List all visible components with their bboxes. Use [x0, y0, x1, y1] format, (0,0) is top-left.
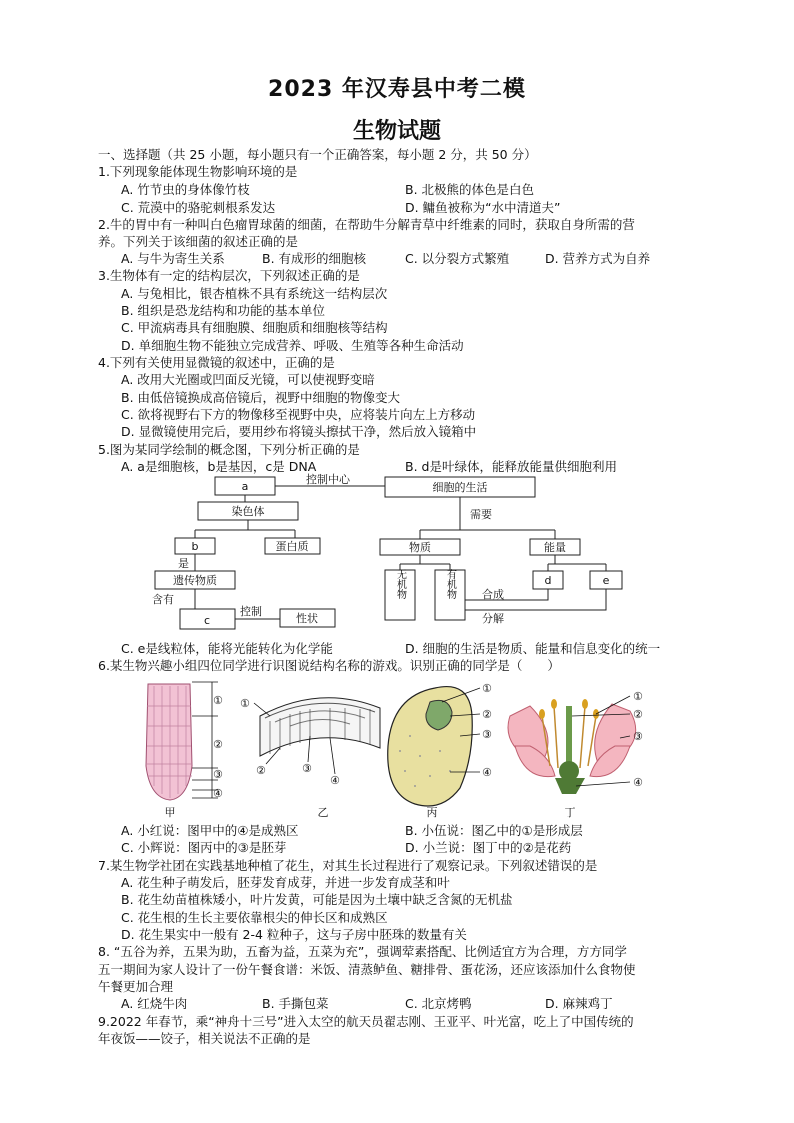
- q1-option-d: D. 鳙鱼被称为“水中清道夫”: [405, 200, 561, 215]
- cm-b: b: [191, 540, 199, 553]
- section-heading: 一、选择题（共 25 小题，每小题只有一个正确答案，每小题 2 分，共 50 分）: [98, 147, 537, 162]
- q8-option-c: C. 北京烤鸭: [405, 996, 472, 1011]
- figure-bing-label: 丙: [426, 806, 438, 819]
- jia-num-1: ①: [213, 694, 223, 707]
- cm-is: 是: [178, 557, 189, 570]
- cm-contains: 含有: [152, 593, 174, 606]
- q5-option-b: B. d是叶绿体，能释放能量供细胞利用: [405, 459, 617, 474]
- question-9-stem-2: 年夜饭——饺子，相关说法不正确的是: [98, 1031, 311, 1046]
- q4-option-b: B. 由低倍镜换成高倍镜后，视野中细胞的物像变大: [121, 390, 401, 405]
- q8-option-b: B. 手撕包菜: [262, 996, 329, 1011]
- cm-cell-life: 细胞的生活: [432, 481, 488, 494]
- question-7-stem: 7.某生物学社团在实践基地种植了花生，对其生长过程进行了观察记录。下列叙述错误的是: [98, 858, 598, 873]
- q8-option-d: D. 麻辣鸡丁: [545, 996, 613, 1011]
- cm-inorganic: 无机物: [394, 569, 406, 599]
- cm-energy: 能量: [544, 541, 566, 554]
- question-5-stem: 5.图为某同学绘制的概念图，下列分析正确的是: [98, 442, 360, 457]
- cm-need: 需要: [470, 508, 492, 521]
- yi-num-2: ②: [256, 764, 266, 777]
- cm-control-center: 控制中心: [306, 473, 350, 486]
- bing-num-4: ④: [482, 766, 492, 779]
- question-8-stem-3: 午餐更加合理: [98, 979, 174, 994]
- question-8-stem-1: 8. “五谷为养，五果为助，五畜为益，五菜为充”，强调荤素搭配、比例适宜方为合理，方方同学: [98, 944, 627, 959]
- q2-option-d: D. 营养方式为自养: [545, 251, 651, 266]
- q2-option-a: A. 与牛为寄生关系: [121, 251, 225, 266]
- q5-option-d: D. 细胞的生活是物质、能量和信息变化的统一: [405, 641, 661, 656]
- q7-option-c: C. 花生根的生长主要依靠根尖的伸长区和成熟区: [121, 910, 388, 925]
- q6-option-d: D. 小兰说：图丁中的②是花药: [405, 840, 572, 855]
- q6-option-a: A. 小红说：图甲中的④是成熟区: [121, 823, 299, 838]
- q7-option-d: D. 花生果实中一般有 2-4 粒种子，这与子房中胚珠的数量有关: [121, 927, 467, 942]
- question-1-stem: 1.下列现象能体现生物影响环境的是: [98, 164, 298, 179]
- ding-num-1: ①: [633, 690, 643, 703]
- figure-jia-label: 甲: [164, 806, 176, 819]
- cm-organic: 有机物: [444, 569, 456, 599]
- root-tip-figure: [146, 682, 223, 819]
- flower-figure: [508, 690, 643, 819]
- q6-option-b: B. 小伍说：图乙中的①是形成层: [405, 823, 583, 838]
- q4-option-d: D. 显微镜使用完后，要用纱布将镜头擦拭干净，然后放入镜箱中: [121, 424, 477, 439]
- cm-d: d: [544, 574, 552, 587]
- q6-option-c: C. 小辉说：图丙中的③是胚芽: [121, 840, 287, 855]
- yi-num-4: ④: [330, 774, 340, 787]
- concept-map-diagram: [140, 472, 640, 634]
- q8-option-a: A. 红烧牛肉: [121, 996, 188, 1011]
- jia-num-2: ②: [213, 738, 223, 751]
- q2-option-b: B. 有成形的细胞核: [262, 251, 367, 266]
- q1-option-c: C. 荒漠中的骆驼刺根系发达: [121, 200, 276, 215]
- cm-decompose: 分解: [482, 612, 504, 625]
- cm-protein: 蛋白质: [275, 540, 309, 553]
- question-2-stem-1: 2.牛的胃中有一种叫白色瘤胃球菌的细菌，在帮助牛分解青草中纤维素的同时，获取自身所需的营: [98, 217, 635, 232]
- q5-option-c: C. e是线粒体，能将光能转化为化学能: [121, 641, 333, 656]
- cm-control: 控制: [240, 605, 262, 618]
- jia-num-3: ③: [213, 768, 223, 781]
- figure-ding-label: 丁: [564, 806, 576, 819]
- page-subtitle: 生物试题: [352, 119, 441, 144]
- q3-option-c: C. 甲流病毒具有细胞膜、细胞质和细胞核等结构: [121, 320, 388, 335]
- q6-figures: [130, 676, 670, 821]
- cm-synthesis: 合成: [482, 588, 504, 601]
- q5-option-a: A. a是细胞核，b是基因，c是 DNA: [121, 459, 317, 474]
- cm-c: c: [203, 614, 211, 627]
- bing-num-3: ③: [482, 728, 492, 741]
- question-4-stem: 4.下列有关使用显微镜的叙述中，正确的是: [98, 355, 335, 370]
- q3-option-d: D. 单细胞生物不能独立完成营养、呼吸、生殖等各种生命活动: [121, 338, 464, 353]
- bing-num-1: ①: [482, 682, 492, 695]
- jia-num-4: ④: [213, 787, 223, 800]
- cm-trait: 性状: [296, 612, 318, 625]
- q1-option-b: B. 北极熊的体色是白色: [405, 182, 535, 197]
- q3-option-b: B. 组织是恐龙结构和功能的基本单位: [121, 303, 326, 318]
- cm-a: a: [241, 480, 249, 493]
- ding-num-4: ④: [633, 776, 643, 789]
- page-title: 2023 年汉寿县中考二模: [268, 77, 526, 102]
- yi-num-3: ③: [302, 762, 312, 775]
- question-9-stem-1: 9.2022 年春节，乘“神舟十三号”进入太空的航天员翟志刚、王亚平、叶光富，吃上了中国传统的: [98, 1014, 634, 1029]
- ding-num-3: ③: [633, 730, 643, 743]
- yi-num-1: ①: [240, 697, 250, 710]
- ding-num-2: ②: [633, 708, 643, 721]
- q2-option-c: C. 以分裂方式繁殖: [405, 251, 510, 266]
- bing-num-2: ②: [482, 708, 492, 721]
- cm-genetic-material: 遗传物质: [173, 574, 217, 587]
- q4-option-a: A. 改用大光圈或凹面反光镜，可以使视野变暗: [121, 372, 375, 387]
- question-6-stem: 6.某生物兴趣小组四位同学进行识图说结构名称的游戏。识别正确的同学是（ ）: [98, 658, 560, 673]
- cm-e: e: [602, 574, 610, 587]
- question-8-stem-2: 五一期间为家人设计了一份午餐食谱：米饭、清蒸鲈鱼、糖排骨、蛋花汤，还应该添加什么食物使: [98, 962, 636, 977]
- q7-option-a: A. 花生种子萌发后，胚芽发育成芽，并进一步发育成茎和叶: [121, 875, 450, 890]
- q3-option-a: A. 与兔相比，银杏植株不具有系统这一结构层次: [121, 286, 388, 301]
- question-3-stem: 3.生物体有一定的结构层次，下列叙述正确的是: [98, 268, 360, 283]
- q7-option-b: B. 花生幼苗植株矮小，叶片发黄，可能是因为土壤中缺乏含氮的无机盐: [121, 892, 513, 907]
- q1-option-a: A. 竹节虫的身体像竹枝: [121, 182, 250, 197]
- stem-section-figure: [240, 697, 380, 819]
- question-2-stem-2: 养。下列关于该细菌的叙述正确的是: [98, 234, 299, 249]
- q4-option-c: C. 欲将视野右下方的物像移至视野中央，应将装片向左上方移动: [121, 407, 476, 422]
- cm-matter: 物质: [409, 541, 431, 554]
- cm-chromosome: 染色体: [231, 505, 265, 518]
- seed-figure: [388, 682, 492, 819]
- figure-yi-label: 乙: [317, 806, 329, 819]
